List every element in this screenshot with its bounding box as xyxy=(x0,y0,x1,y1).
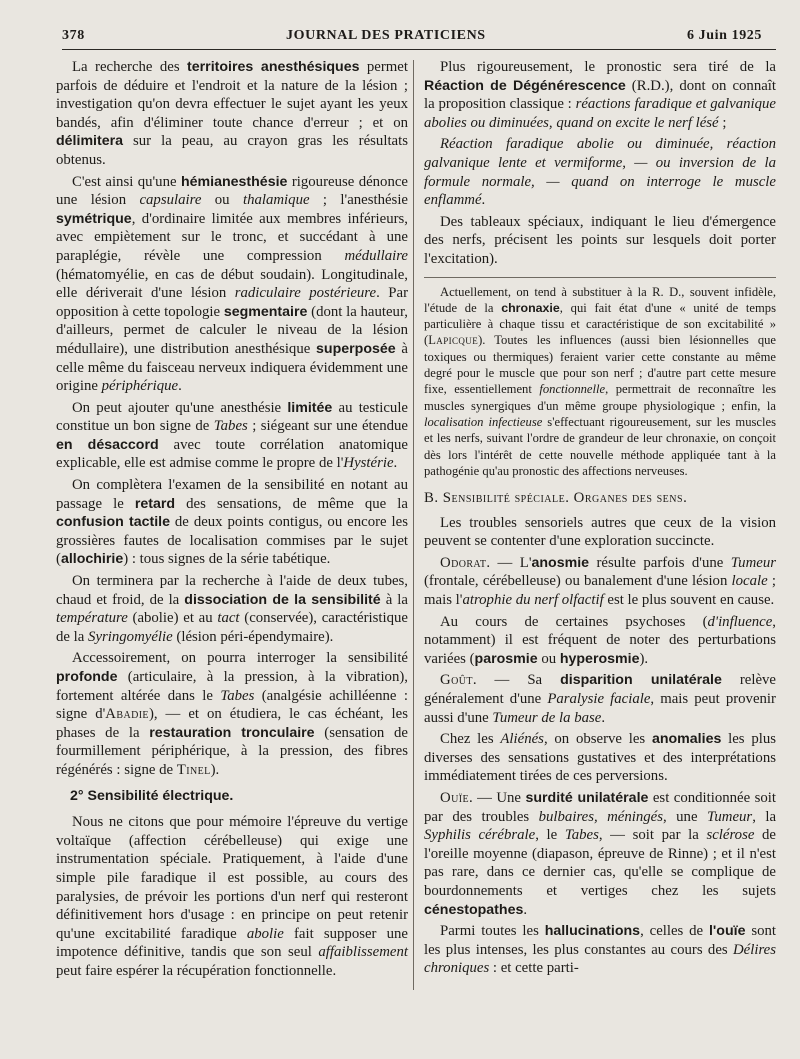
paragraph-electrique: Nous ne citons que pour mémoire l'épreuve du vertige voltaïque (affection cérébelleuse) qui exige une instrumentation spéciale. Pratiquement, à l'aide d'une simple pile faradique il est possible, au cours des paralysies, de prévoir les portions d'un nerf qui resteront définitivement hors d'usage : en principe on peut retenir qu'une excitabilité faradique abolie fait supposer une impotence définitive, tandis que son seul affaiblissement peut faire espérer la récupération fonctionnelle. xyxy=(56,814,408,979)
header-rule xyxy=(62,49,776,50)
paragraph-gout: Goût. — Sa disparition unilatérale relève généralement d'une Paralysie faciale, mais peut provenir aussi d'une Tumeur de la base. xyxy=(424,672,776,726)
paragraph-pronostic: Plus rigoureusement, le pronostic sera tiré de la Réaction de Dégénérescence (R.D.), dont on connaît la proposition classique : réactions faradique et galvanique abolies ou diminuées, quand on excite le nerf lésé ; xyxy=(424,59,777,131)
paragraph-formule: Réaction faradique abolie ou diminuée, réaction galvanique lente et vermiforme, — ou inversion de la formule normale, — quand on interroge le muscle enflammé. xyxy=(424,136,776,209)
paragraph-alienes: Chez les Aliénés, on observe les anomalies les plus diverses des sensations gustatives et des interprétations immédiatement tirées de ces perversions. xyxy=(424,731,776,785)
left-column xyxy=(56,58,408,984)
subheading-sensibilite-electrique: 2° Sensibilité électrique. xyxy=(70,787,234,804)
column-divider xyxy=(413,60,414,990)
paragraph-hemianesthesie: C'est ainsi qu'une hémianesthésie rigoureuse dénonce une lésion capsulaire ou thalamique ; l'anesthésie symétrique, d'ordinaire limitée aux membres inférieurs, avec empiètement sur le tronc, et succédant à une paraplégie, révèle une compression médullaire (hématomyélie, en cas de début soudain). Longitudinale, elle dériverait d'une lésion radiculaire postérieure. Par opposition à cette topologie segmentaire (dont la hauteur, d'ailleurs, permet de calculer le niveau de la lésion médullaire), une distribution anesthésique superposée à celle même du faisceau nerveux indiquera évidemment une origine périphérique. xyxy=(56,173,408,395)
journal-title: JOURNAL DES PRATICIENS xyxy=(286,28,486,43)
right-column xyxy=(424,58,776,981)
section-heading-sens: B. Sensibilité spéciale. Organes des sens. xyxy=(424,490,688,507)
paragraph-profonde: Accessoirement, on pourra interroger la sensibilité profonde (articulaire, à la pression, à la vibration), fortement altérée dans le Tabes (analgésie achilléenne : signe d'Abadie), — et on étudiera, le cas échéant, les phases de la restauration tronculaire (sensation de fourmillement périphérique, à la pression, des fibres régénérés : signe de Tinel). xyxy=(56,650,408,778)
paragraph-psychoses: Au cours de certaines psychoses (d'influence, notamment) il est fréquent de noter des perturbations variées (parosmie ou hyperosmie). xyxy=(424,613,776,667)
paragraph-hallucinations: Parmi toutes les hallucinations, celles de l'ouïe sont les plus intenses, les plus constantes au cours des Délires chroniques : et cette parti- xyxy=(424,923,776,977)
paragraph-territoires: La recherche des territoires anesthésiques permet parfois de déduire et l'endroit et la nature de la lésion ; investigation qu'on devra effectuer le sujet ayant les yeux bandés, afin d'éliminer toute chance d'erreur ; et on délimitera sur la peau, au crayon gras les résultats obtenus. xyxy=(56,59,408,168)
note-chronaxie: Actuellement, on tend à substituer à la R. D., souvent infidèle, l'étude de la chronaxie, qui fait état d'une « unité de temps particulière à chaque tissu et caractéristique de son excitabilité » (Lapicque). Toutes les influences (aussi bien lésionnelles que toxiques ou thermiques) feraient varier cette constante au même degré pour le muscle que pour son nerf ; d'autre part cette mesure fixe, essentiellement fonctionnelle, permettrait de reconnaître les muscles synergiques d'un même groupe physiologique ; enfin, la localisation infectieuse s'effectuant rigoureusement, sur les muscles et les nerfs, suivant l'ordre de grandeur de leur chronaxie, on conçoit dès lors l'intérêt de cette nouvelle méthode appliquée tant à la pathogénie qu'au pronostic des affections nerveuses. xyxy=(424,277,776,480)
paragraph-dissociation: On terminera par la recherche à l'aide de deux tubes, chaud et froid, de la dissociation de la sensibilité à la température (abolie) et au tact (conservée), caractéristique de la Syringomyélie (lésion péri-épendymaire). xyxy=(56,573,408,645)
paragraph-odorat: Odorat. — L'anosmie résulte parfois d'une Tumeur (frontale, cérébelleuse) ou banalement d'une lésion locale ; mais l'atrophie du nerf olfactif est le plus souvent en cause. xyxy=(424,554,776,609)
page-number: 378 xyxy=(62,28,85,43)
paragraph-retard: On complètera l'examen de la sensibilité en notant au passage le retard des sensations, de même que la confusion tactile de deux points contigus, ou encore les grossières fautes de localisation commises par le sujet (allochirie) : tous signes de la série tabétique. xyxy=(56,477,408,568)
paragraph-tableaux: Des tableaux spéciaux, indiquant le lieu d'émergence des nerfs, précisent les points sur lesquels doit porter l'excitation). xyxy=(424,213,776,267)
issue-date: 6 Juin 1925 xyxy=(686,28,762,43)
paragraph-troubles: Les troubles sensoriels autres que ceux de la vision peuvent se contenter d'une exploration succincte. xyxy=(424,514,776,550)
running-header xyxy=(62,28,762,48)
paragraph-testicule: On peut ajouter qu'une anesthésie limitée au testicule constitue un bon signe de Tabes ; siégeant sur une étendue en désaccord avec toute corrélation anatomique explicable, elle est admise comme le propre de l'Hystérie. xyxy=(56,399,408,472)
paragraph-ouie: Ouïe. — Une surdité unilatérale est conditionnée soit par des troubles bulbaires, méningés, une Tumeur, la Syphilis cérébrale, le Tabes, — soit par la sclérose de l'oreille moyenne (diapason, épreuve de Rinne) ; et il n'est pas rare, dans ce dernier cas, qu'elle se complique de bourdonnements et vertiges chez les sujets cénestopathes. xyxy=(424,790,777,918)
